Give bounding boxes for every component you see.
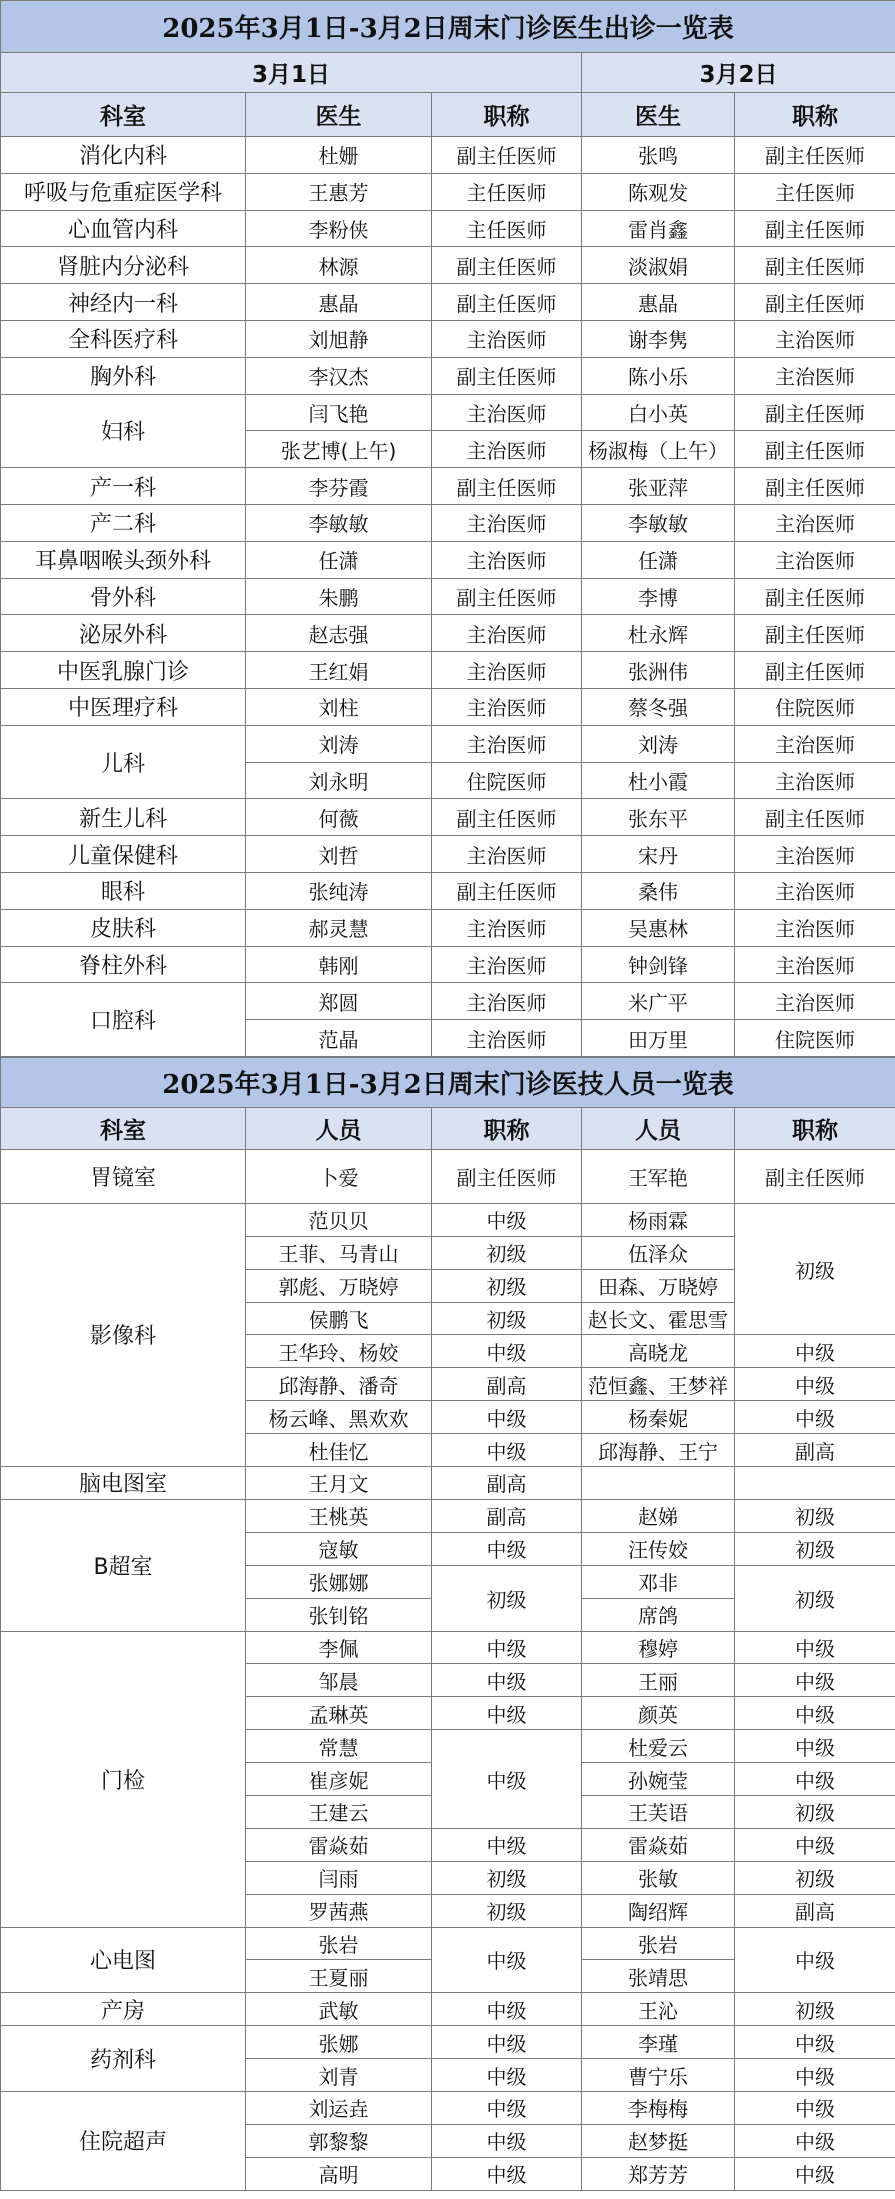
level-cell: 副高: [735, 1894, 895, 1927]
title-cell: 副主任医师: [432, 247, 582, 284]
table-row: [1, 652, 895, 689]
table-row: [1, 210, 895, 247]
level-cell: 副主任医师: [432, 1149, 582, 1203]
staff-cell: 李瑾: [582, 2026, 735, 2059]
title-cell: 主治医师: [735, 504, 895, 541]
table-row: [1, 394, 895, 431]
table-row: [1, 615, 895, 652]
staff-cell: 常慧: [246, 1730, 432, 1763]
level-cell: 中级: [432, 1730, 582, 1829]
staff-cell: 范恒鑫、王梦祥: [582, 1368, 735, 1401]
col-header-doctor-day2: 医生: [582, 93, 735, 137]
level-cell: 中级: [432, 1532, 582, 1565]
title-cell: 副主任医师: [735, 247, 895, 284]
level-cell: 中级: [432, 2157, 582, 2190]
staff-cell: 王芙语: [582, 1795, 735, 1828]
table-row: [1, 578, 895, 615]
staff-cell: 伍泽众: [582, 1236, 735, 1269]
staff-cell: 王桃英: [246, 1499, 432, 1532]
dept-cell: 脑电图室: [1, 1467, 246, 1500]
dept-cell: 耳鼻咽喉头颈外科: [1, 541, 246, 578]
title-cell: 主治医师: [432, 688, 582, 725]
title-cell: 主治医师: [735, 357, 895, 394]
dept-cell: 中医理疗科: [1, 688, 246, 725]
table-row: [1, 1993, 895, 2026]
doctor-cell: 韩刚: [246, 946, 432, 983]
dept-cell: 胃镜室: [1, 1149, 246, 1203]
table-row: [1, 799, 895, 836]
doctor-cell: 刘永明: [246, 762, 432, 799]
staff-cell: 赵梦挺: [582, 2124, 735, 2157]
title-cell: 主治医师: [432, 615, 582, 652]
staff-cell: 刘青: [246, 2059, 432, 2092]
dept-cell: 中医乳腺门诊: [1, 652, 246, 689]
staff-cell: 王月文: [246, 1467, 432, 1500]
doctor-cell: 张东平: [582, 799, 735, 836]
title-cell: 主治医师: [432, 946, 582, 983]
staff-cell: 王军艳: [582, 1149, 735, 1203]
dept-cell: 全科医疗科: [1, 320, 246, 357]
level-cell: 初级: [735, 1993, 895, 2026]
title-cell: 副主任医师: [735, 394, 895, 431]
staff-cell: 王建云: [246, 1795, 432, 1828]
staff-cell: 雷焱茹: [582, 1828, 735, 1861]
doctor-cell: 杜姗: [246, 137, 432, 174]
title-cell: 主任医师: [432, 210, 582, 247]
doctor-cell: 李芬霞: [246, 468, 432, 505]
level-cell: 初级: [432, 1269, 582, 1302]
title-cell: 主治医师: [735, 320, 895, 357]
level-cell: 初级: [735, 1203, 895, 1335]
doctor-cell: 任潇: [582, 541, 735, 578]
dept-cell: 肾脏内分泌科: [1, 247, 246, 284]
title-cell: 副主任医师: [432, 799, 582, 836]
doctor-cell: 张鸣: [582, 137, 735, 174]
staff-cell: 张钊铭: [246, 1598, 432, 1631]
doctor-cell: 李汉杰: [246, 357, 432, 394]
table-row: [1, 173, 895, 210]
title-cell: 主治医师: [735, 541, 895, 578]
table-row: [1, 320, 895, 357]
table-row: [1, 2091, 895, 2124]
doctor-cell: 米广平: [582, 983, 735, 1020]
level-cell: 中级: [432, 2026, 582, 2059]
level-cell: 中级: [735, 2124, 895, 2157]
staff-cell: 赵娣: [582, 1499, 735, 1532]
staff-cell: 邱海静、潘奇: [246, 1368, 432, 1401]
level-cell: 中级: [432, 2091, 582, 2124]
title-cell: 副主任医师: [735, 431, 895, 468]
level-cell: 中级: [735, 1697, 895, 1730]
technician-table-title: 2025年3月1日-3月2日周末门诊医技人员一览表: [1, 1057, 895, 1107]
staff-cell: 汪传姣: [582, 1532, 735, 1565]
level-cell: 中级: [735, 2157, 895, 2190]
title-cell: 副主任医师: [432, 137, 582, 174]
title-cell: 主治医师: [735, 725, 895, 762]
dept-cell: 妇科: [1, 394, 246, 468]
dept-cell: 产房: [1, 1993, 246, 2026]
title-cell: 副主任医师: [432, 578, 582, 615]
doctor-cell: 蔡冬强: [582, 688, 735, 725]
level-cell: 初级: [735, 1532, 895, 1565]
title-cell: 副主任医师: [735, 137, 895, 174]
col-header-dept: 科室: [1, 1107, 246, 1149]
date-header-day2: 3月2日: [582, 53, 895, 93]
level-cell: 副主任医师: [735, 1149, 895, 1203]
title-cell: 住院医师: [432, 762, 582, 799]
doctor-cell: 王惠芳: [246, 173, 432, 210]
title-cell: 副主任医师: [735, 284, 895, 321]
staff-cell: 邱海静、王宁: [582, 1434, 735, 1467]
col-header-staff-day2: 人员: [582, 1107, 735, 1149]
level-cell: 中级: [735, 1828, 895, 1861]
level-cell: 中级: [735, 1730, 895, 1763]
staff-cell: 穆婷: [582, 1631, 735, 1664]
staff-cell: 王夏丽: [246, 1960, 432, 1993]
level-cell: 中级: [432, 1434, 582, 1467]
title-cell: 主治医师: [735, 983, 895, 1020]
dept-cell: B超室: [1, 1499, 246, 1631]
title-cell: 副主任医师: [735, 578, 895, 615]
doctor-cell: 张艺博(上午): [246, 431, 432, 468]
title-cell: 主治医师: [735, 762, 895, 799]
staff-cell: 孟琳英: [246, 1697, 432, 1730]
level-cell: 初级: [735, 1565, 895, 1631]
table-row: [1, 247, 895, 284]
level-cell: 初级: [432, 1565, 582, 1631]
title-cell: 副主任医师: [735, 468, 895, 505]
doctor-cell: 淡淑娟: [582, 247, 735, 284]
level-cell: 中级: [432, 1664, 582, 1697]
staff-cell: 张岩: [582, 1927, 735, 1960]
title-cell: 主治医师: [735, 946, 895, 983]
staff-cell: 杜爱云: [582, 1730, 735, 1763]
table-row: [1, 983, 895, 1020]
doctor-cell: 张洲伟: [582, 652, 735, 689]
doctor-cell: 刘涛: [246, 725, 432, 762]
staff-cell: 陶绍辉: [582, 1894, 735, 1927]
staff-cell: 刘运垚: [246, 2091, 432, 2124]
level-cell: 中级: [432, 1697, 582, 1730]
level-cell: 初级: [735, 1795, 895, 1828]
staff-cell: 郑芳芳: [582, 2157, 735, 2190]
doctor-cell: 赵志强: [246, 615, 432, 652]
level-cell: 中级: [735, 1763, 895, 1796]
level-cell: 中级: [432, 1203, 582, 1236]
doctor-cell: 何薇: [246, 799, 432, 836]
table-row: [1, 2026, 895, 2059]
staff-cell: 寇敏: [246, 1532, 432, 1565]
staff-cell: 赵长文、霍思雪: [582, 1302, 735, 1335]
table-row: [1, 1631, 895, 1664]
table-row: [1, 725, 895, 762]
title-cell: 主治医师: [432, 431, 582, 468]
table-row: [1, 504, 895, 541]
title-cell: 主治医师: [432, 541, 582, 578]
level-cell: 中级: [432, 1401, 582, 1434]
level-cell: 中级: [735, 1401, 895, 1434]
table-row: [1, 284, 895, 321]
staff-cell: 杨云峰、黑欢欢: [246, 1401, 432, 1434]
staff-cell: 曹宁乐: [582, 2059, 735, 2092]
table-row: [1, 1467, 895, 1500]
title-cell: 主任医师: [432, 173, 582, 210]
col-header-title-day2: 职称: [735, 93, 895, 137]
doctor-cell: 宋丹: [582, 836, 735, 873]
level-cell: [735, 1467, 895, 1500]
level-cell: 中级: [735, 1664, 895, 1697]
staff-cell: 邓非: [582, 1565, 735, 1598]
level-cell: 中级: [432, 1993, 582, 2026]
doctor-cell: 郑圆: [246, 983, 432, 1020]
title-cell: 主治医师: [432, 983, 582, 1020]
title-cell: 住院医师: [735, 688, 895, 725]
title-cell: 副主任医师: [432, 357, 582, 394]
table-row: [1, 1149, 895, 1203]
date-header-day1: 3月1日: [1, 53, 582, 93]
level-cell: 初级: [432, 1894, 582, 1927]
title-cell: 主治医师: [735, 909, 895, 946]
level-cell: 中级: [432, 1335, 582, 1368]
doctor-cell: 惠晶: [246, 284, 432, 321]
doctor-cell: 陈小乐: [582, 357, 735, 394]
level-cell: 中级: [432, 1828, 582, 1861]
dept-cell: 影像科: [1, 1203, 246, 1466]
col-header-dept: 科室: [1, 93, 246, 137]
title-cell: 主治医师: [432, 652, 582, 689]
staff-cell: 闫雨: [246, 1861, 432, 1894]
title-cell: 主治医师: [432, 909, 582, 946]
staff-cell: 李梅梅: [582, 2091, 735, 2124]
title-cell: 主治医师: [432, 836, 582, 873]
table-row: [1, 1499, 895, 1532]
dept-cell: 眼科: [1, 872, 246, 909]
level-cell: 中级: [432, 2124, 582, 2157]
table-row: [1, 357, 895, 394]
dept-cell: 药剂科: [1, 2026, 246, 2092]
level-cell: 副高: [432, 1368, 582, 1401]
level-cell: 中级: [432, 1631, 582, 1664]
table-row: [1, 468, 895, 505]
staff-cell: 席鸽: [582, 1598, 735, 1631]
title-cell: 主治医师: [432, 504, 582, 541]
staff-cell: 张娜娜: [246, 1565, 432, 1598]
staff-cell: 杨秦妮: [582, 1401, 735, 1434]
dept-cell: 胸外科: [1, 357, 246, 394]
staff-cell: 王华玲、杨姣: [246, 1335, 432, 1368]
doctor-cell: 刘旭静: [246, 320, 432, 357]
staff-cell: 孙婉莹: [582, 1763, 735, 1796]
level-cell: 中级: [735, 1368, 895, 1401]
staff-cell: 颜英: [582, 1697, 735, 1730]
staff-cell: 杜佳忆: [246, 1434, 432, 1467]
doctor-cell: 田万里: [582, 1020, 735, 1057]
level-cell: 初级: [432, 1861, 582, 1894]
title-cell: 主治医师: [735, 872, 895, 909]
level-cell: 中级: [735, 2026, 895, 2059]
table-row: [1, 137, 895, 174]
title-cell: 副主任医师: [735, 615, 895, 652]
level-cell: 初级: [432, 1302, 582, 1335]
staff-cell: 王菲、马青山: [246, 1236, 432, 1269]
dept-cell: 神经内一科: [1, 284, 246, 321]
dept-cell: 皮肤科: [1, 909, 246, 946]
staff-cell: 郭黎黎: [246, 2124, 432, 2157]
doctor-cell: 谢李隽: [582, 320, 735, 357]
doctor-cell: 杜永辉: [582, 615, 735, 652]
staff-cell: 高明: [246, 2157, 432, 2190]
staff-cell: 郭彪、万晓婷: [246, 1269, 432, 1302]
staff-cell: 杨雨霖: [582, 1203, 735, 1236]
staff-cell: 王丽: [582, 1664, 735, 1697]
doctor-cell: 任潇: [246, 541, 432, 578]
dept-cell: 消化内科: [1, 137, 246, 174]
title-cell: 副主任医师: [432, 468, 582, 505]
title-cell: 主治医师: [432, 320, 582, 357]
doctor-cell: 王红娟: [246, 652, 432, 689]
doctor-table-title: 2025年3月1日-3月2日周末门诊医生出诊一览表: [1, 1, 895, 53]
doctor-cell: 惠晶: [582, 284, 735, 321]
staff-cell: 侯鹏飞: [246, 1302, 432, 1335]
level-cell: 中级: [735, 1631, 895, 1664]
dept-cell: 新生儿科: [1, 799, 246, 836]
doctor-cell: 李粉侠: [246, 210, 432, 247]
dept-cell: 泌尿外科: [1, 615, 246, 652]
title-cell: 主治医师: [432, 725, 582, 762]
staff-cell: 崔彦妮: [246, 1763, 432, 1796]
doctor-cell: 刘涛: [582, 725, 735, 762]
doctor-cell: 郝灵慧: [246, 909, 432, 946]
dept-cell: 心血管内科: [1, 210, 246, 247]
doctor-cell: 刘哲: [246, 836, 432, 873]
dept-cell: 心电图: [1, 1927, 246, 1993]
title-cell: 主治医师: [432, 394, 582, 431]
table-row: [1, 909, 895, 946]
doctor-cell: 白小英: [582, 394, 735, 431]
staff-cell: 卜爱: [246, 1149, 432, 1203]
staff-cell: [582, 1467, 735, 1500]
col-header-title-day1: 职称: [432, 93, 582, 137]
dept-cell: 产二科: [1, 504, 246, 541]
doctor-cell: 张亚萍: [582, 468, 735, 505]
title-cell: 住院医师: [735, 1020, 895, 1057]
table-row: [1, 872, 895, 909]
doctor-cell: 张纯涛: [246, 872, 432, 909]
title-cell: 副主任医师: [432, 284, 582, 321]
doctor-cell: 陈观发: [582, 173, 735, 210]
doctor-cell: 刘柱: [246, 688, 432, 725]
doctor-cell: 吴惠林: [582, 909, 735, 946]
staff-cell: 张靖思: [582, 1960, 735, 1993]
level-cell: 副高: [432, 1499, 582, 1532]
doctor-schedule-table: [0, 0, 895, 1057]
doctor-cell: 钟剑锋: [582, 946, 735, 983]
dept-cell: 脊柱外科: [1, 946, 246, 983]
col-header-level-day1: 职称: [432, 1107, 582, 1149]
doctor-cell: 李敏敏: [246, 504, 432, 541]
title-cell: 主治医师: [735, 836, 895, 873]
dept-cell: 门检: [1, 1631, 246, 1927]
staff-cell: 张敏: [582, 1861, 735, 1894]
level-cell: 中级: [735, 1335, 895, 1368]
dept-cell: 儿童保健科: [1, 836, 246, 873]
level-cell: 副高: [735, 1434, 895, 1467]
staff-cell: 田森、万晓婷: [582, 1269, 735, 1302]
table-row: [1, 688, 895, 725]
doctor-cell: 桑伟: [582, 872, 735, 909]
technician-schedule-table: [0, 1057, 895, 2191]
staff-cell: 张岩: [246, 1927, 432, 1960]
title-cell: 主任医师: [735, 173, 895, 210]
dept-cell: 住院超声: [1, 2091, 246, 2190]
dept-cell: 骨外科: [1, 578, 246, 615]
doctor-cell: 朱鹏: [246, 578, 432, 615]
level-cell: 初级: [735, 1861, 895, 1894]
staff-cell: 罗茜燕: [246, 1894, 432, 1927]
doctor-cell: 李博: [582, 578, 735, 615]
level-cell: 中级: [735, 2091, 895, 2124]
table-row: [1, 836, 895, 873]
doctor-cell: 闫飞艳: [246, 394, 432, 431]
doctor-cell: 雷肖鑫: [582, 210, 735, 247]
dept-cell: 产一科: [1, 468, 246, 505]
table-row: [1, 1927, 895, 1960]
staff-cell: 武敏: [246, 1993, 432, 2026]
level-cell: 中级: [432, 1927, 582, 1993]
doctor-cell: 林源: [246, 247, 432, 284]
title-cell: 副主任医师: [735, 799, 895, 836]
staff-cell: 范贝贝: [246, 1203, 432, 1236]
staff-cell: 李佩: [246, 1631, 432, 1664]
doctor-cell: 杨淑梅（上午）: [582, 431, 735, 468]
dept-cell: 口腔科: [1, 983, 246, 1057]
table-row: [1, 946, 895, 983]
doctor-cell: 范晶: [246, 1020, 432, 1057]
title-cell: 副主任医师: [735, 210, 895, 247]
level-cell: 副高: [432, 1467, 582, 1500]
level-cell: 中级: [432, 2059, 582, 2092]
title-cell: 副主任医师: [432, 872, 582, 909]
staff-cell: 邹晨: [246, 1664, 432, 1697]
staff-cell: 张娜: [246, 2026, 432, 2059]
level-cell: 初级: [735, 1499, 895, 1532]
level-cell: 中级: [735, 1927, 895, 1993]
title-cell: 副主任医师: [735, 652, 895, 689]
title-cell: 主治医师: [432, 1020, 582, 1057]
staff-cell: 高晓龙: [582, 1335, 735, 1368]
col-header-doctor-day1: 医生: [246, 93, 432, 137]
doctor-cell: 李敏敏: [582, 504, 735, 541]
dept-cell: 呼吸与危重症医学科: [1, 173, 246, 210]
dept-cell: 儿科: [1, 725, 246, 799]
staff-cell: 王沁: [582, 1993, 735, 2026]
level-cell: 初级: [432, 1236, 582, 1269]
table-row: [1, 541, 895, 578]
level-cell: 中级: [735, 2059, 895, 2092]
table-row: [1, 1203, 895, 1236]
doctor-cell: 杜小霞: [582, 762, 735, 799]
col-header-level-day2: 职称: [735, 1107, 895, 1149]
col-header-staff-day1: 人员: [246, 1107, 432, 1149]
staff-cell: 雷焱茹: [246, 1828, 432, 1861]
